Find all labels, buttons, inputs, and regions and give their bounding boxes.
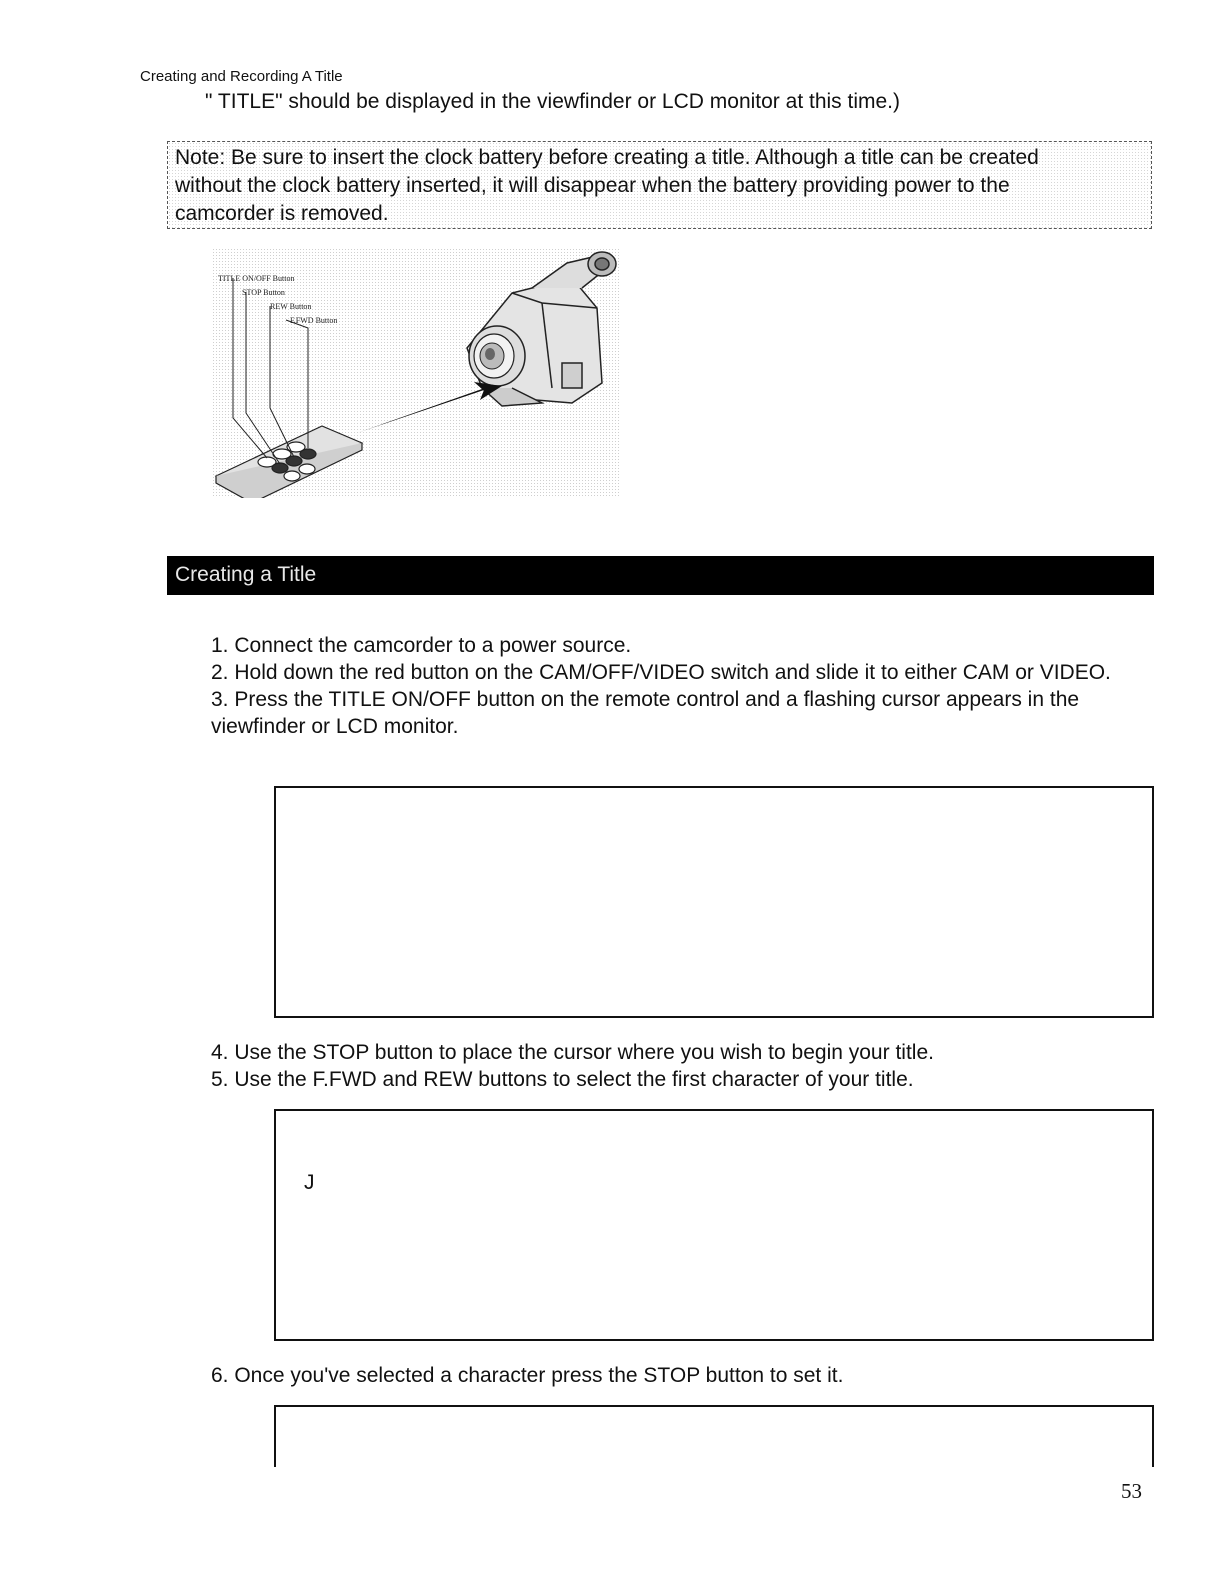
label-title-onoff-button: TITLE ON/OFF Button [218,274,295,283]
display-screen-2 [274,1109,1154,1341]
section-heading-bar [167,556,1154,595]
label-stop-button: STOP Button [242,288,285,297]
label-rew-button: REW Button [270,302,312,311]
step-3: 3. Press the TITLE ON/OFF button on the remote control and a flashing cursor appears in the viewfinder or LCD monitor. [211,688,1080,738]
section-title: Creating a Title [175,563,317,586]
remote-control-icon [216,426,362,498]
step-6: 6. Once you've selected a character press the STOP button to set it. [211,1364,844,1387]
steps-list-3 [211,1362,1151,1389]
running-header: Creating and Recording A Title [140,68,343,85]
continued-text: " TITLE" should be displayed in the viewfinder or LCD monitor at this time.) [205,90,900,113]
display-screen-1 [274,786,1154,1018]
note-box [167,141,1152,229]
step-2: 2. Hold down the red button on the CAM/OFF/VIDEO switch and slide it to either CAM or VIDEO. [211,661,1111,684]
step-5: 5. Use the F.FWD and REW buttons to select the first character of your title. [211,1068,914,1091]
note-text: Note: Be sure to insert the clock battery before creating a title. Although a title can be created without the clock battery inserted, it will disappear when the battery providing power to the camcorder is removed. [175,146,1039,225]
steps-list-2 [211,1039,1151,1093]
page-number: 53 [1121,1479,1142,1503]
illustration-graphic [212,248,620,498]
display-screen-3 [274,1405,1154,1467]
camcorder-remote-illustration [212,248,620,498]
infrared-beam-arrow [357,382,502,433]
step-4: 4. Use the STOP button to place the cursor where you wish to begin your title. [211,1041,934,1064]
lens-icon [469,326,525,386]
label-ffwd-button: F.FWD Button [290,316,338,325]
selected-character: J [304,1171,315,1194]
step-1: 1. Connect the camcorder to a power source. [211,634,632,657]
steps-list-1 [211,632,1151,740]
